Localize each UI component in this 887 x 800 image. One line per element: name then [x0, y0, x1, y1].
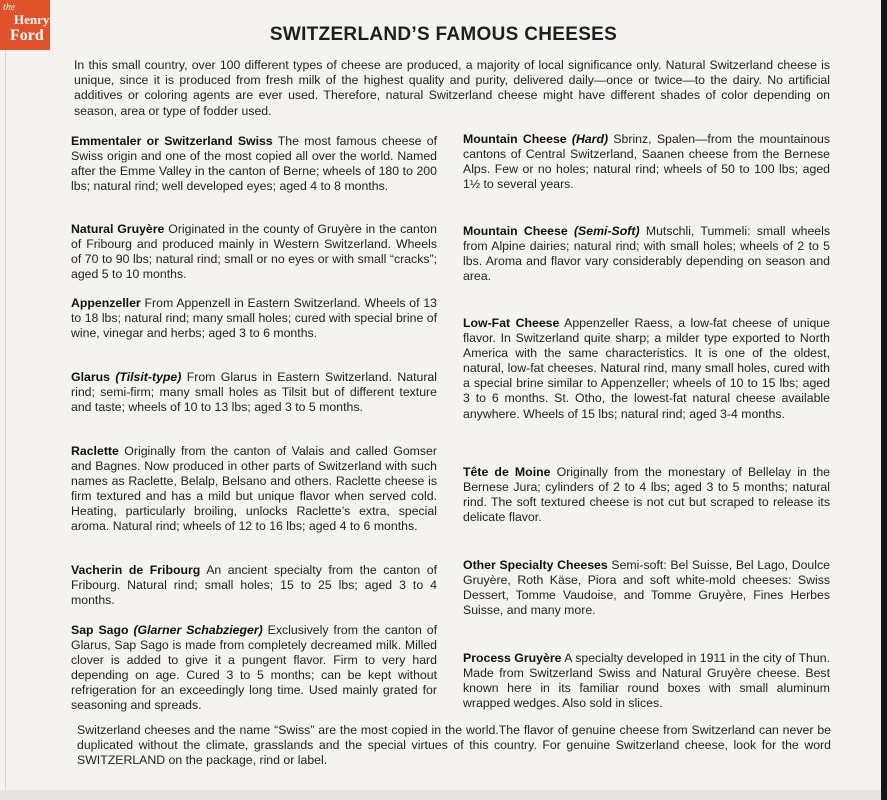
cheese-entry-tete-de-moine	[463, 465, 830, 525]
entry-title: Mountain Cheese	[463, 224, 568, 238]
cheese-entry-mountain-hard	[463, 132, 830, 192]
cheese-entry-raclette	[71, 444, 437, 535]
cheese-entry-sap-sago	[71, 623, 437, 714]
entry-title: Natural Gruyère	[71, 222, 165, 236]
entry-title: Mountain Cheese	[463, 132, 567, 146]
entry-title: Raclette	[71, 444, 119, 458]
entry-body: Originally from the canton of Valais and called Gomser and Bagnes. Now produced in other parts of Switzerland with such names as Raclette, Belalp, Belsano and others. Raclette cheese is firm textured and has a mild but unique flavor when served cold. Heating, particularly broiling, unlocks Raclette’s extra, special aroma. Natural rind; wheels of 12 to 16 lbs; aged 4 to 6 months.	[71, 444, 437, 534]
entry-title: Appenzeller	[71, 296, 141, 310]
entry-title: Process Gruyère	[463, 651, 562, 665]
cheese-entry-emmentaler	[71, 134, 437, 194]
entry-body: Appenzeller Raess, a low-fat cheese of unique flavor. In Switzerland quite sharp; a milder type exported to North America with the same characteristics. It is one of the oldest, natural, low-fat cheeses. Natural rind, many small holes, cured with a special brine similar to Appenzeller; wheels of 10 to 15 lbs; aged 3 to 6 months. St. Otho, the lowest-fat natural cheese available anywhere. Wheels of 15 lbs; natural rind; aged 3-4 months.	[463, 316, 830, 421]
page-bottom-edge	[0, 790, 887, 800]
cheese-entry-process-gruyere	[463, 651, 830, 711]
entry-body: Semi-soft: Bel Suisse, Bel Lago, Doulce Gruyère, Roth Käse, Piora and soft white-mold cheeses: Swiss Dessert, Tomme Vaudoise, and Tomme Gruyère, Fines Herbes Suisse, and many more.	[463, 558, 830, 618]
entry-title: Tête de Moine	[463, 465, 551, 479]
page-right-edge	[881, 0, 887, 800]
entry-title: Low-Fat Cheese	[463, 316, 560, 330]
entry-subtitle: (Semi-Soft)	[573, 224, 640, 238]
logo-text-ford: Ford	[10, 27, 44, 44]
entry-body: Mutschli, Tummeli: small wheels from Alpine dairies; natural rind; with small holes; wheels of 2 to 5 lbs. Aroma and flavor vary considerably depending on season and area.	[463, 224, 831, 284]
cheese-entry-low-fat	[463, 316, 830, 422]
entry-body: Originally from the monestary of Bellelay in the Bernese Jura; cylinders of 2 to 4 lbs; aged 3 to 5 months; natural rind. The soft textured cheese is not cut but scraped to release its delicate flavor.	[463, 465, 831, 525]
cheese-entry-vacherin	[71, 563, 437, 608]
entry-subtitle: (Tilsit-type)	[115, 370, 182, 384]
footer-paragraph: Switzerland cheeses and the name “Swiss” are the most copied in the world.The flavor of genuine cheese from Switzerland can never be duplicated without the climate, grasslands and the special virtues of this country. For genuine Switzerland cheese, look for the word SWITZERLAND on the package, rind or label.	[77, 723, 831, 768]
cheese-entry-natural-gruyere	[71, 222, 437, 282]
entry-body: From Glarus in Eastern Switzerland. Natural rind; semi-firm; many small holes as Tilsit but of different texture and taste; wheels of 10 to 13 lbs; aged 3 to 5 months.	[71, 370, 437, 415]
entry-body: The most famous cheese of Swiss origin and one of the most copied all over the world. Named after the Emme Valley in the canton of Berne; wheels of 180 to 200 lbs; natural rind; well developed eyes; aged 4 to 8 months.	[71, 134, 437, 194]
entry-body: An ancient specialty from the canton of Fribourg. Natural rind; small holes; 15 to 25 lbs; aged 3 to 4 months.	[71, 563, 437, 608]
entry-title: Other Specialty Cheeses	[463, 558, 608, 572]
entry-body: From Appenzell in Eastern Switzerland. Wheels of 13 to 18 lbs; natural rind; many small holes; cured with special brine of wine, vinegar and herbs; aged 3 to 6 months.	[71, 296, 437, 341]
entry-title: Sap Sago	[71, 623, 129, 637]
page-title: SWITZERLAND’S FAMOUS CHEESES	[269, 24, 618, 45]
entry-subtitle: (Hard)	[571, 132, 609, 146]
cheese-entry-other-specialty	[463, 558, 830, 618]
cheese-entry-mountain-semi-soft	[463, 224, 830, 284]
entry-body: Exclusively from the canton of Glarus, Sap Sago is made from completely decreamed milk. Milled clover is added to give it a pungent flavor. Firm to very hard depending on age. Cured 3 to 5 months; can be kept without refrigeration for an exceedingly long time. Used mainly grated for seasoning and spreads.	[71, 623, 437, 713]
entry-body: Sbrinz, Spalen—from the mountainous cantons of Central Switzerland, Saanen cheese from the Bernese Alps. Few or no holes; natural rind; wheels of 50 to 100 lbs; aged 1½ to several years.	[463, 132, 830, 192]
intro-paragraph: In this small country, over 100 different types of cheese are produced, a majority of local significance only. Natural Switzerland cheese is unique, since it is produced from fresh milk of the highest quality and purity, delivered daily—once or twice—to the dairy. No artificial additives or coloring agents are ever used. Therefore, natural Switzerland cheese might have different shades of color depending on season, area or type of fodder used.	[74, 58, 830, 118]
entry-body: A specialty developed in 1911 in the city of Thun. Made from Switzerland Swiss and Natural Gruyère cheese. Best known here in its familiar round boxes with small aluminum wrapped wedges. Also sold in slices.	[463, 651, 830, 711]
entry-title: Emmentaler or Switzerland Swiss	[71, 134, 273, 148]
entry-title: Vacherin de Fribourg	[71, 563, 201, 577]
cheese-entry-appenzeller	[71, 296, 437, 341]
logo-text-henry: Henry	[14, 12, 50, 27]
entry-body: Originated in the county of Gruyère in the canton of Fribourg and produced mainly in Western Switzerland. Wheels of 70 to 90 lbs; natural rind; small or no eyes or with small “cracks”; aged 5 to 10 months.	[71, 222, 437, 282]
logo-text-the: the	[3, 2, 16, 13]
cheese-entry-glarus	[71, 370, 437, 415]
fold-line	[5, 0, 6, 800]
entry-subtitle: (Glarner Schabzieger)	[133, 623, 263, 637]
entry-title: Glarus	[71, 370, 110, 384]
